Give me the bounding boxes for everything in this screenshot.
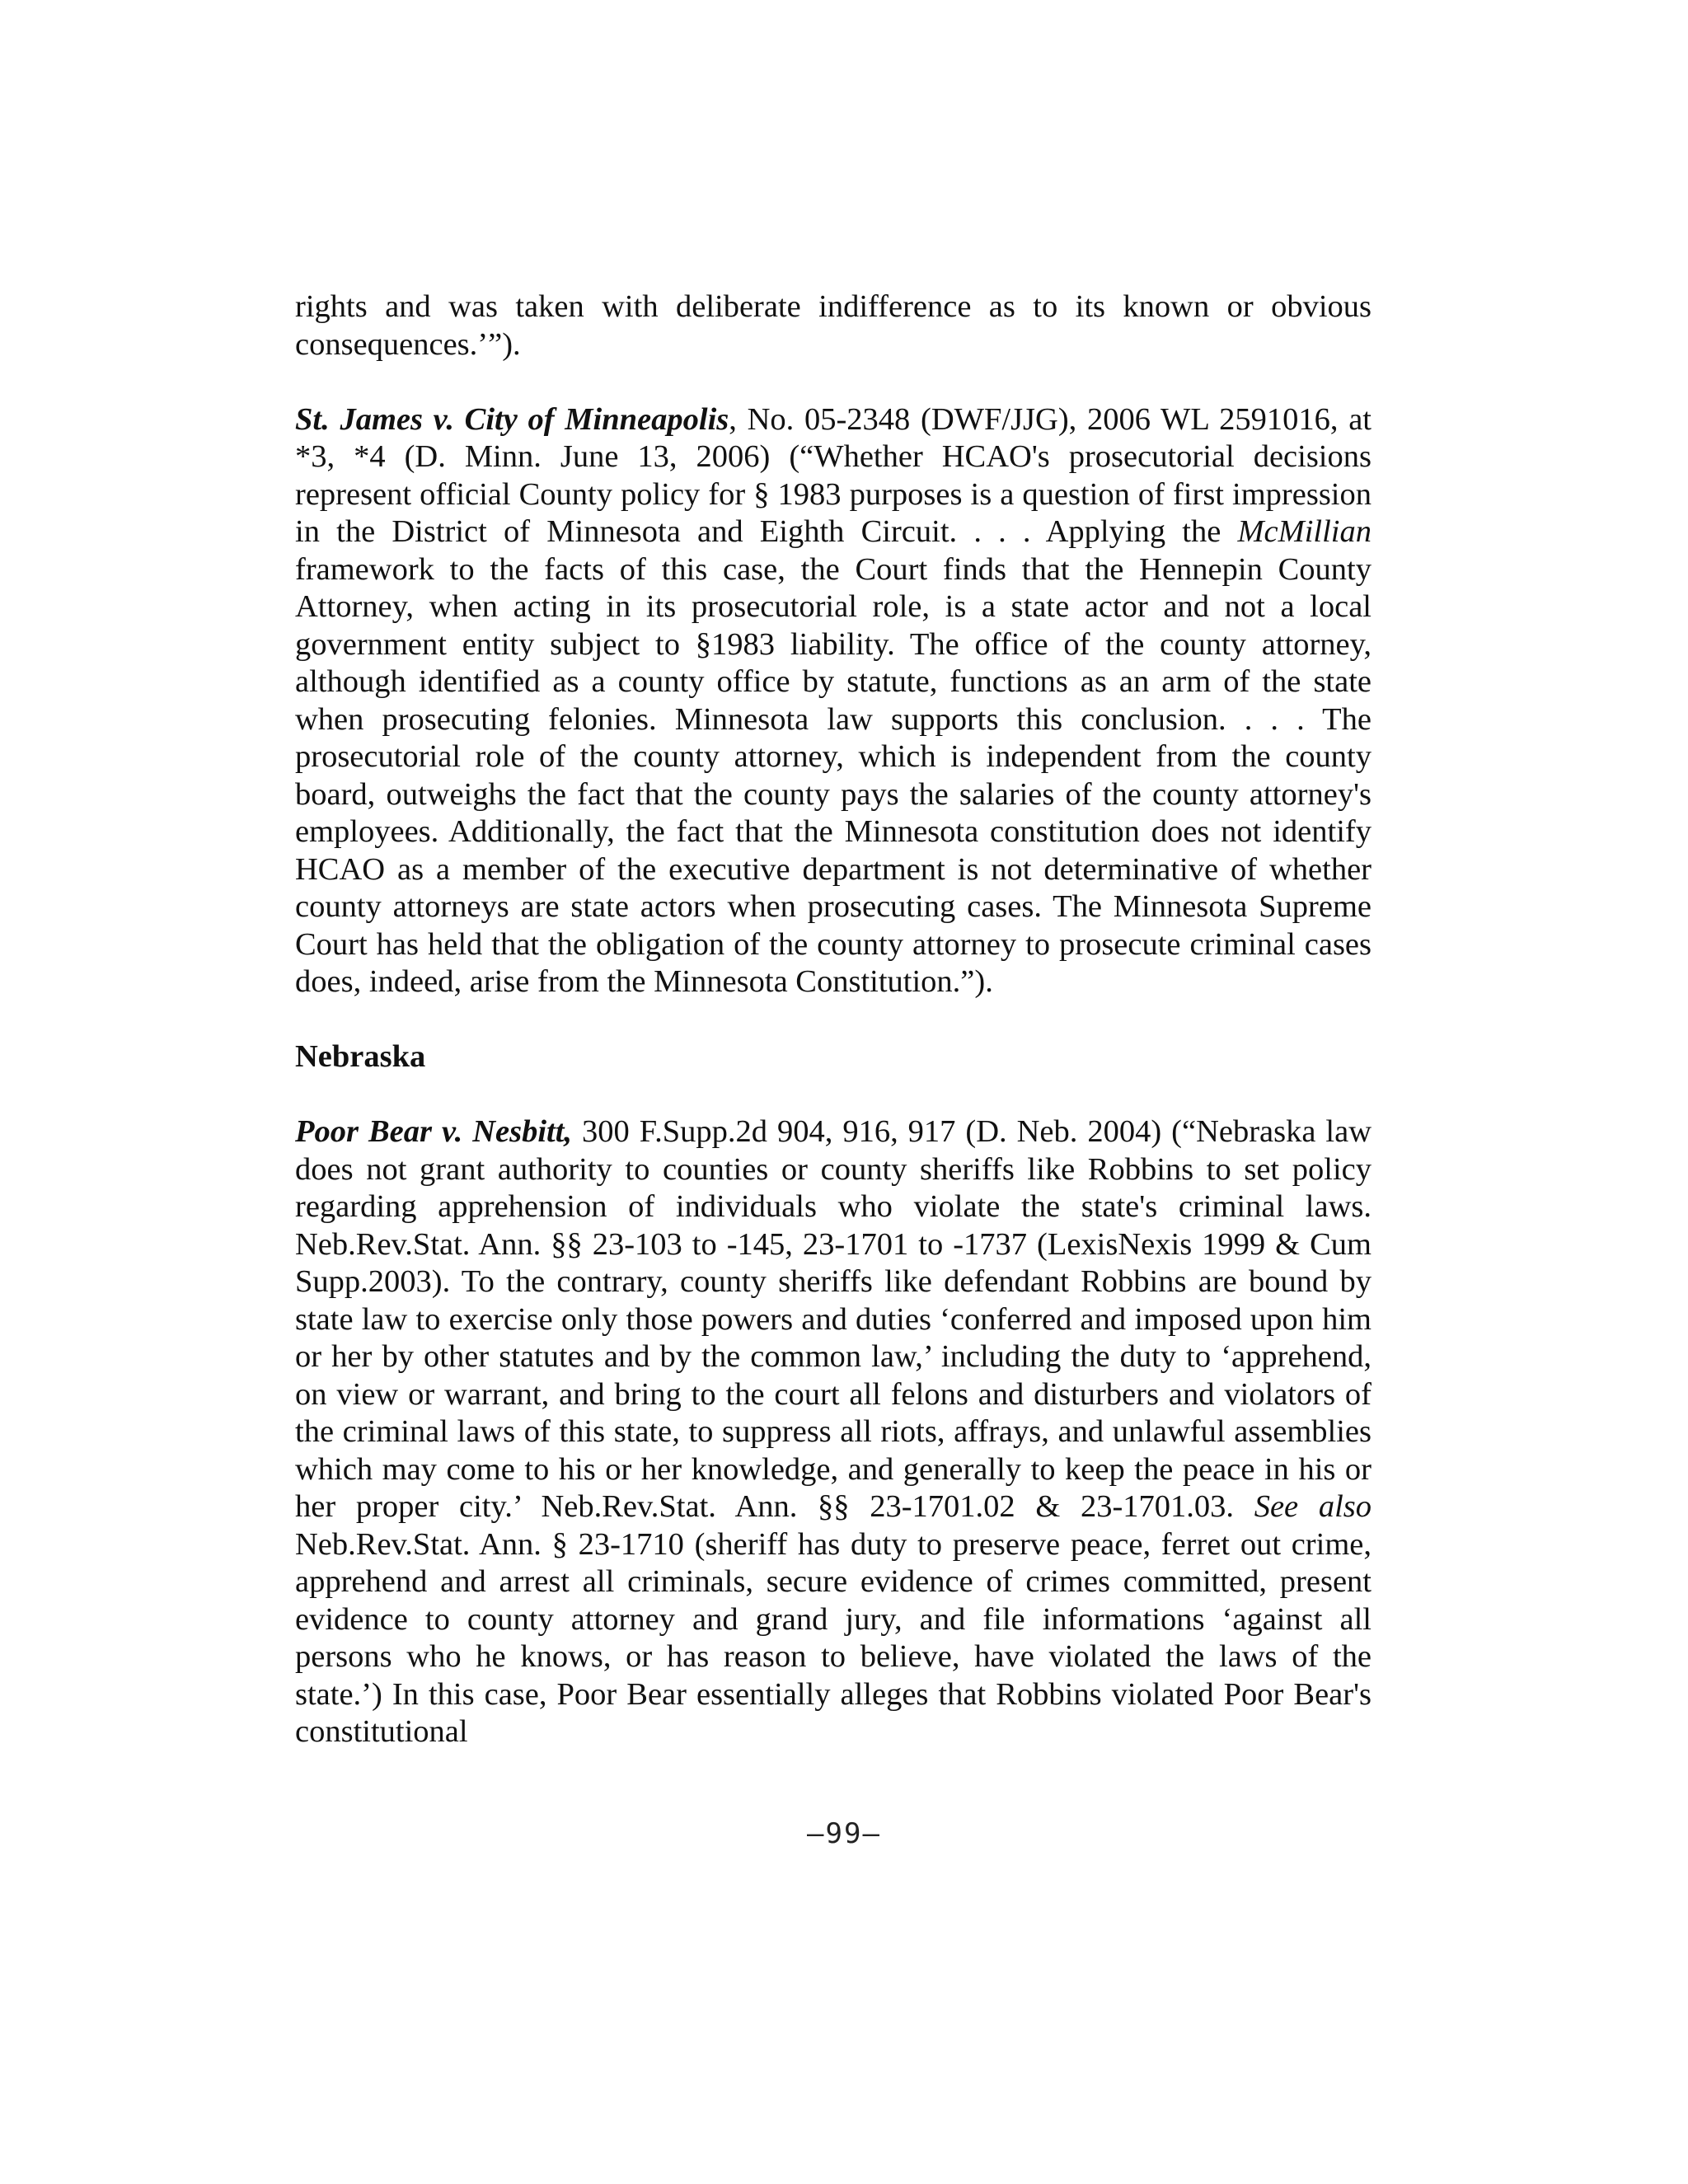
st-james-italic-term: McMillian bbox=[1237, 514, 1372, 549]
paragraph-continuation: rights and was taken with deliberate indifference as to its known or obvious consequences.’”). bbox=[295, 289, 1372, 362]
paragraph-gap bbox=[295, 1076, 1372, 1114]
paragraph-gap bbox=[295, 1001, 1372, 1039]
section-heading-nebraska: Nebraska bbox=[295, 1039, 426, 1074]
poor-bear-text-a: 300 F.Supp.2d 904, 916, 917 (D. Neb. 2004) (“Nebraska law does not grant authority to counties or county sheriffs like Robbins to set policy regarding apprehension of individuals who violate the state's criminal laws. Neb.Rev.Stat. Ann. §§ 23-103 to -145, 23-1701 to -1737 (LexisNexis 1999 & Cum Supp.2003). To the contrary, county sheriffs like defendant Robbins are bound by state law to exercise only those powers and duties ‘conferred and imposed upon him or her by other statutes and by the common law,’ including the duty to ‘apprehend, on view or warrant, and bring to the court all felons and disturbers and violators of the criminal laws of this state, to suppress all riots, affrays, and unlawful assemblies which may come to his or her knowledge, and generally to keep the peace in his or her proper city.’ Neb.Rev.Stat. Ann. §§ 23-1701.02 & 23-1701.03. bbox=[295, 1114, 1372, 1524]
document-body bbox=[295, 288, 1372, 1751]
paragraph-poor-bear bbox=[295, 1113, 1372, 1751]
page-number: –99– bbox=[807, 1817, 881, 1850]
paragraph-gap bbox=[295, 363, 1372, 401]
poor-bear-text-b: Neb.Rev.Stat. Ann. § 23-1710 (sheriff has duty to preserve peace, ferret out crime, apprehend and arrest all criminals, secure evidence of crimes committed, present evidence to county attorney and grand jury, and file informations ‘against all persons who he knows, or has reason to believe, have violated the laws of the state.’) In this case, Poor Bear essentially alleges that Robbins violated Poor Bear's constitutional bbox=[295, 1526, 1372, 1749]
case-name-poor-bear: Poor Bear v. Nesbitt, bbox=[295, 1114, 573, 1149]
case-name-st-james: St. James v. City of Minneapolis bbox=[295, 401, 729, 437]
poor-bear-italic-term: See also bbox=[1254, 1489, 1372, 1524]
paragraph-st-james bbox=[295, 401, 1372, 1001]
st-james-text-a: , No. 05-2348 (DWF/JJG), 2006 WL 2591016, at *3, *4 (D. Minn. June 13, 2006) (“Whether HCAO's prosecutorial decisions represent official County policy for § 1983 purposes is a question of first impression in the District of Minnesota and Eighth Circuit. . . . Applying the bbox=[295, 401, 1372, 549]
st-james-text-b: framework to the facts of this case, the Court finds that the Hennepin County Attorney, when acting in its prosecutorial role, is a state actor and not a local government entity subject to §1983 liability. The office of the county attorney, although identified as a county office by statute, functions as an arm of the state when prosecuting felonies. Minnesota law supports this conclusion. . . . The prosecutorial role of the county attorney, which is independent from the county board, outweighs the fact that the county pays the salaries of the county attorney's employees. Additionally, the fact that the Minnesota constitution does not identify HCAO as a member of the executive department is not determinative of whether county attorneys are state actors when prosecuting cases. The Minnesota Supreme Court has held that the obligation of the county attorney to prosecute criminal cases does, indeed, arise from the Minnesota Constitution.”). bbox=[295, 551, 1372, 999]
